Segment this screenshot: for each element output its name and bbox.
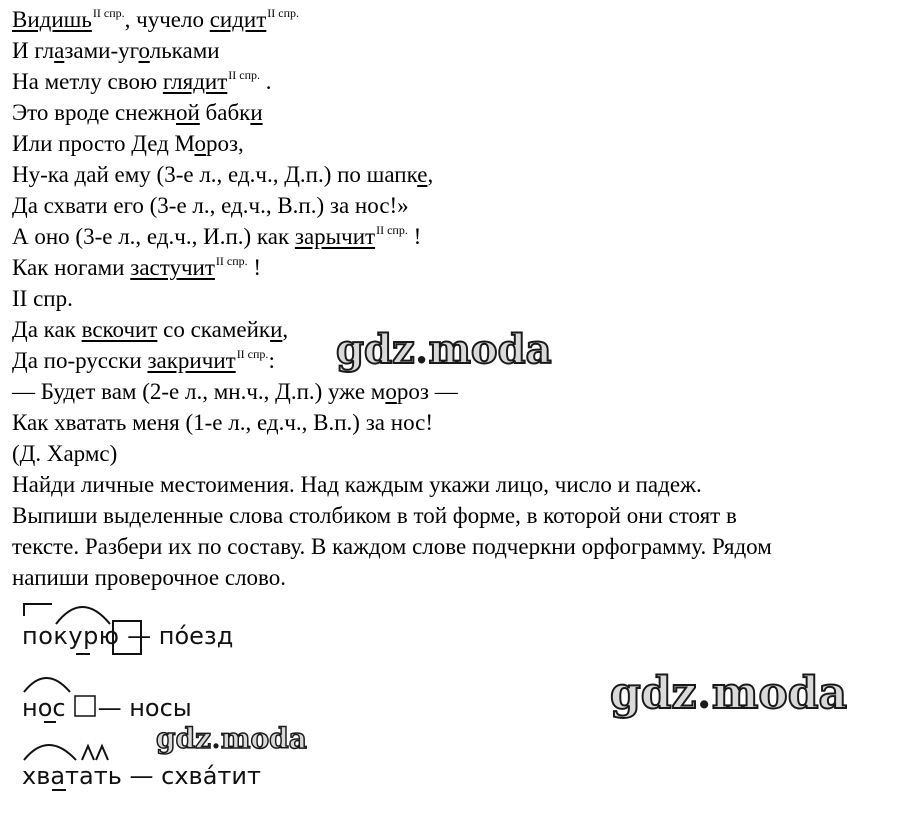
line-13 bbox=[12, 376, 772, 407]
text: ! bbox=[247, 255, 262, 280]
word: хватать bbox=[22, 762, 122, 790]
text: А оно (3-е л., ед.ч., И.п.) как bbox=[12, 224, 295, 249]
text: Это вроде снежн bbox=[12, 100, 176, 125]
line-19: напиши проверочное слово. bbox=[12, 565, 287, 590]
prefix-mark bbox=[24, 604, 52, 616]
root-mark bbox=[24, 678, 70, 692]
text: бабк bbox=[199, 100, 251, 125]
orthogram: ой bbox=[175, 100, 200, 125]
watermark-text: moda bbox=[428, 326, 552, 373]
highlight-word: вскочит bbox=[81, 317, 158, 342]
line-14: Как хватать меня (1-е л., ед.ч., В.п.) за нос! bbox=[12, 410, 434, 435]
poem-text bbox=[12, 4, 772, 593]
morpheme-analysis-1 bbox=[22, 596, 302, 660]
orthogram: а bbox=[54, 38, 65, 63]
suffix-mark bbox=[96, 746, 108, 760]
line-7: Да схвати его (3-е л., ед.ч., В.п.) за нос!» bbox=[12, 193, 409, 218]
text: роз — bbox=[396, 379, 458, 404]
text: На метлу свою bbox=[12, 69, 163, 94]
root-mark bbox=[24, 745, 76, 760]
word: покурю bbox=[22, 622, 120, 650]
morpheme-analysis-3 bbox=[22, 734, 322, 794]
watermark bbox=[610, 668, 847, 719]
highlight-word: застучит bbox=[130, 255, 215, 280]
highlight-word: сидит bbox=[209, 7, 267, 32]
text: ! bbox=[407, 224, 422, 249]
orthogram: о bbox=[138, 38, 150, 63]
line-8 bbox=[12, 221, 772, 252]
highlight-word: глядит bbox=[162, 69, 228, 94]
check-word: — по́езд bbox=[127, 622, 234, 650]
orthogram: и bbox=[250, 100, 263, 125]
conjugation-mark: II спр. bbox=[267, 6, 300, 20]
watermark-dot: . bbox=[414, 326, 429, 373]
watermark-text: gdz bbox=[610, 668, 697, 719]
orthogram: и bbox=[270, 317, 283, 342]
line-2 bbox=[12, 35, 772, 66]
line-18: тексте. Разбери их по составу. В каждом слове подчеркни орфограмму. Рядом bbox=[12, 534, 772, 559]
conjugation-mark: II спр. bbox=[215, 254, 248, 268]
line-3 bbox=[12, 66, 772, 97]
morpheme-line bbox=[22, 622, 233, 650]
watermark-text: moda bbox=[220, 722, 307, 755]
line-9 bbox=[12, 252, 772, 283]
highlight-word: закричит bbox=[147, 348, 236, 373]
text: Ну-ка дай ему (3-е л., ед.ч., Д.п.) по шапк bbox=[12, 162, 418, 187]
orthogram: е bbox=[417, 162, 428, 187]
morpheme-line bbox=[22, 694, 192, 722]
morpheme-analysis-2 bbox=[22, 666, 242, 726]
text: . bbox=[260, 69, 272, 94]
highlight-word: Видишь bbox=[12, 7, 92, 32]
watermark-dot: . bbox=[696, 668, 712, 719]
orthogram: о bbox=[194, 131, 206, 156]
text: зами-уг bbox=[64, 38, 139, 63]
text: , bbox=[282, 317, 289, 342]
text: — Будет вам (2-е л., мн.ч., Д.п.) уже м bbox=[12, 379, 386, 404]
text: , bbox=[427, 162, 434, 187]
watermark-text: gdz bbox=[156, 722, 212, 755]
text: со скамейк bbox=[157, 317, 271, 342]
line-17: Выпиши выделенные слова столбиком в той форме, в которой они стоят в bbox=[12, 503, 737, 528]
conjugation-mark: II спр. bbox=[228, 68, 261, 82]
check-word: — носы bbox=[97, 694, 192, 722]
suffix-mark bbox=[82, 746, 94, 760]
line-6 bbox=[12, 159, 772, 190]
watermark-dot: . bbox=[211, 722, 221, 755]
word: нос bbox=[22, 694, 66, 722]
check-word: — схва́тит bbox=[129, 762, 261, 790]
text: Да как bbox=[12, 317, 82, 342]
line-5 bbox=[12, 128, 772, 159]
conjugation-mark: II спр. bbox=[92, 6, 125, 20]
text: Или просто Дед М bbox=[12, 131, 195, 156]
morpheme-line bbox=[22, 762, 261, 790]
text: , чучело bbox=[124, 7, 210, 32]
line-16: Найди личные местоимения. Над каждым укажи лицо, число и падеж. bbox=[12, 472, 702, 497]
line-1 bbox=[12, 4, 772, 35]
text: роз, bbox=[205, 131, 244, 156]
text: : bbox=[268, 348, 275, 373]
conjugation-mark: II спр. bbox=[376, 223, 408, 237]
watermark-text: gdz bbox=[336, 326, 415, 373]
highlight-word: зарычит bbox=[294, 224, 376, 249]
line-10: II спр. bbox=[12, 286, 73, 311]
text: льками bbox=[149, 38, 220, 63]
line-4 bbox=[12, 97, 772, 128]
watermark bbox=[336, 326, 551, 373]
text: Да по-русски bbox=[12, 348, 148, 373]
text: И гл bbox=[12, 38, 55, 63]
watermark-text: moda bbox=[711, 668, 848, 719]
orthogram: о bbox=[385, 379, 397, 404]
text: Как ногами bbox=[12, 255, 131, 280]
conjugation-mark: II спр. bbox=[236, 347, 269, 361]
line-15: (Д. Хармс) bbox=[12, 441, 118, 466]
